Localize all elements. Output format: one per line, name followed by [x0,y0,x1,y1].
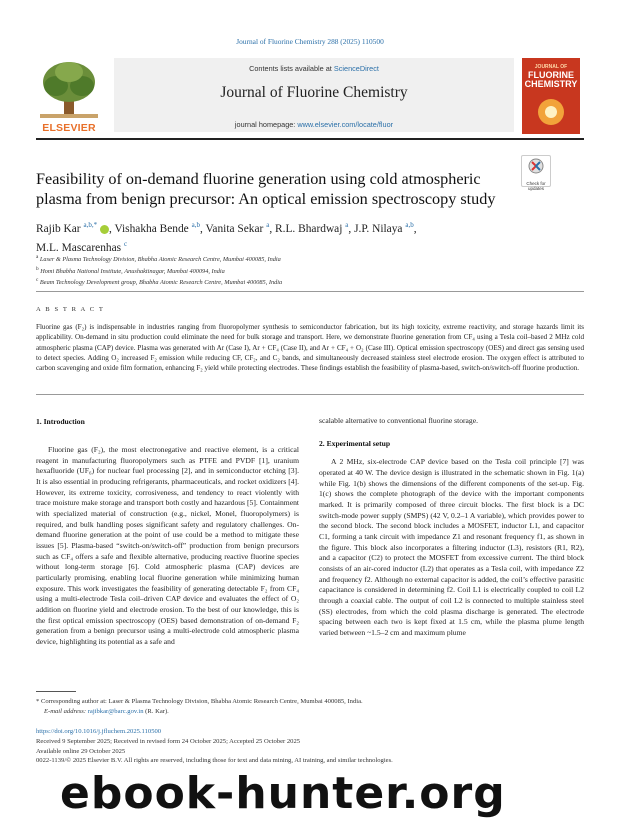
sciencedirect-link[interactable]: ScienceDirect [333,64,379,73]
homepage-line [114,120,514,129]
author-affil-marker[interactable]: c [123,239,128,248]
journal-masthead [36,58,584,136]
author-name[interactable]: Vishakha Bende [114,222,189,235]
author-affil-marker[interactable]: a,b [405,221,414,229]
affiliation-text: Beam Technology Development group, Bhabha Atomic Research Centre, Mumbai 400085, India [39,279,283,287]
homepage-link[interactable]: www.elsevier.com/locate/fluor [297,120,394,129]
crossmark-icon [522,156,550,176]
doi-link[interactable]: https://doi.org/10.1016/j.jfluchem.2025.110500 [36,728,162,735]
affiliation-item [36,276,576,288]
author-affil-marker[interactable]: a,b [191,221,200,229]
cover-line1: JOURNAL OF [534,64,568,70]
author-affil-marker[interactable]: a [266,221,270,229]
article-history [36,727,584,766]
email-label: E-mail address: [44,707,88,715]
crossmark-badge[interactable] [521,155,551,191]
journal-cover-thumbnail[interactable] [522,58,580,134]
author-name[interactable]: Rajib Kar [36,222,81,235]
affiliation-item [36,265,576,277]
affiliations [36,253,576,288]
contents-line [114,64,514,73]
affiliation-text: Homi Bhabha National Institute, Anushaktinagar, Mumbai 400094, India [40,267,225,275]
elsevier-wordmark: ELSEVIER [42,122,96,134]
journal-citation[interactable]: Journal of Fluorine Chemistry 288 (2025) 110500 [236,37,384,46]
author-affil-marker[interactable]: a,b,* [83,221,98,229]
section-heading-introduction: 1. Introduction [36,417,85,426]
affiliation-marker: a [36,254,39,260]
crossmark-label: Check for updates [526,181,546,191]
affiliation-marker: b [36,265,39,272]
affiliation-text: Laser & Plasma Technology Division, Bhabha Atomic Research Centre, Mumbai 400085, India [39,256,281,264]
copyright-line: 0022-1139/© 2025 Elsevier B.V. All rights are reserved, including those for text and data mining, AI training, and similar technologies. [36,757,393,765]
introduction-column [36,445,299,647]
available-online: Available online 29 October 2025 [36,747,126,755]
contents-prefix: Contents lists available at [249,64,334,73]
author-list: Rajib Kar $^{a,b,*}$ , Vishakha Bende $^{a,b}$, Vanita Sekar $^a$, R.L. Bhardwaj $^a$, J.P. Nilaya $^{a,b}$, M.L. Mascarenhas $^c$ [36,221,417,254]
header-rule [36,138,584,140]
author-affil-marker[interactable]: a [345,221,349,229]
intro-paragraph: Fluorine gas (F₂), the most electronegative and reactive element, is a critical reagent in manufacturing fluoropolymers such as PTFE and PVDF [1], uranium hexafluoride (UF₆) for nuclear fuel processing [2], and in semiconductor etching [3]. It is also essential in producing refrigerants, pharmaceuticals, and rocket oxidizers [4]. However, its extreme toxicity, corrosiveness, and tendency to react violently with trace moisture make storage and transport both costly and hazardous [5]. Containment with specialized material of construction (e.g., nickel, Monel, fluoropolymers) is required, and bulk handling poses significant safety and regulatory challenges. On-demand fluorine generation at the point of use could be a method to mitigate these issues [5]. Plasma-based “switch-on/switch-off” production from benign precursors such as CF₄ offers a safe and flexible alternative, producing reactive fluorine species without long-term storage [6]. Cold atmospheric plasma (CAP) devices are particularly promising, enabling local fluorine generation while minimizing human exposure. This work investigates the feasibility of generating detectable F₂ from CF₄ using a multi-electrode Tesla coil–driven CAP device and evaluates the effect of O₂ addition on fluorine yield and electrode erosion. To the best of our knowledge, this is the first optical emission spectroscopy (OES) based demonstration of on-demand F₂ generation from a benign precursor using a multi-electrode cold atmospheric plasma device, highlighting its potential as a safe and [36,445,299,646]
masthead-center-box [114,58,514,132]
email-link[interactable]: rajibkar@barc.gov.in [87,707,144,715]
received-dates: Received 9 September 2025; Received in revised form 24 October 2025; Accepted 25 October 2025 [36,737,301,745]
author-name[interactable]: M.L. Mascarenhas [36,241,122,254]
affiliation-marker: c [36,277,39,284]
author-name[interactable]: J.P. Nilaya [354,222,403,235]
section-heading-experimental: 2. Experimental setup [319,438,391,448]
article-title: Feasibility of on-demand fluorine generation using cold atmospheric plasma from benign precursor: An optical emission spectroscopy study [36,170,496,208]
footnotes [36,697,584,717]
email-line [36,707,584,717]
abstract-top-rule [36,291,584,292]
footnote-rule [36,691,76,692]
orcid-icon[interactable] [100,225,109,234]
cover-line2: FLUORINE CHEMISTRY [524,70,578,89]
abstract-heading: A B S T R A C T [36,306,105,313]
watermark-text: ebook-hunter.org [60,768,506,819]
setup-paragraph: A 2 MHz, six-electrode CAP device based on the Tesla coil principle [7] was operated at 40 W. The device design is illustrated in the schematic shown in Fig. 1(a) while Fig. 1(b) shows the dimensions of the different components of the set-up. Fig. 1(c) shows the complete photograph of the device with the important components marked. It is primarily composed of three circuit blocks. The first block is a DC switch-mode power supply (SMPS) (42 V, 0.2–1 A variable), which provides power to the second block. The second block includes a MOSFET, inductor L1, and capacitor C1, forming a tank circuit with impedance Z1 and resonant frequency f1, as shown in the figure. This block also incorporates a filtering inductor (L3), resistors (R1, R2), and a capacitor (C2) to protect the MOSFET from excessive current. The third block consists of an air-cored inductor (L2) that operates as a Tesla coil, with impedance Z2 and frequency f2. Although no external capacitor is added, the coil’s effective parasitic capacitance is considered in determining f2. Coil L1 is electrically coupled to coil L2 through a coaxial cable. The output of coil L2 is connected to multiple stainless steel (SS) electrodes, from which the cold plasma discharge is generated. The electrode spacing between each two is kept fixed at 1.5 cm, while the plasma plume length varied between ~1.5–2 cm and maximum plume [319,457,584,637]
author-name[interactable]: R.L. Bhardwaj [275,222,343,235]
email-suffix: (R. Kar). [143,707,169,715]
intro-continuation: scalable alternative to conventional fluorine storage. [319,416,478,425]
journal-title: Journal of Fluorine Chemistry [220,84,408,101]
author-name[interactable]: Vanita Sekar [205,222,264,235]
affiliation-item [36,253,576,265]
homepage-prefix: journal homepage: [234,120,298,129]
abstract-bottom-rule [36,394,584,395]
right-column [319,416,584,638]
cover-art-icon [522,92,580,132]
corresponding-author-note: * Corresponding author at: Laser & Plasma Technology Division, Bhabha Atomic Research Centre, Mumbai 400085, India. [36,698,363,705]
abstract-text: Fluorine gas (F₂) is indispensable in industries ranging from fluoropolymer synthesis to semiconductor fabrication, but its high toxicity, extreme reactivity, and storage hazards limit its applicability. On-demand in situ production could eliminate the need for bulk storage and transport. Here, we demonstrate fluorine generation from CF₄ using a Tesla coil–based 2 MHz cold atmospheric plasma (CAP) device. Plasma was generated with Ar (Case I), Ar + CF₄ (Case II), and Ar + CF₄ + O₂ (Case III). Optical emission spectroscopy (OES) and direct gas sensing used to detect species. Adding O₂ increased F₂ emission while reducing CF, CF₂, and C₂ bands, and simultaneously decreased stainless steel electrode erosion. The oxygen effect is attributed to carbon scavenging and oxide film formation, enhancing F₂ yield while protecting electrodes. These findings establish the feasibility of plasma-based, switch-on/switch-off fluorine production. [36,323,584,373]
